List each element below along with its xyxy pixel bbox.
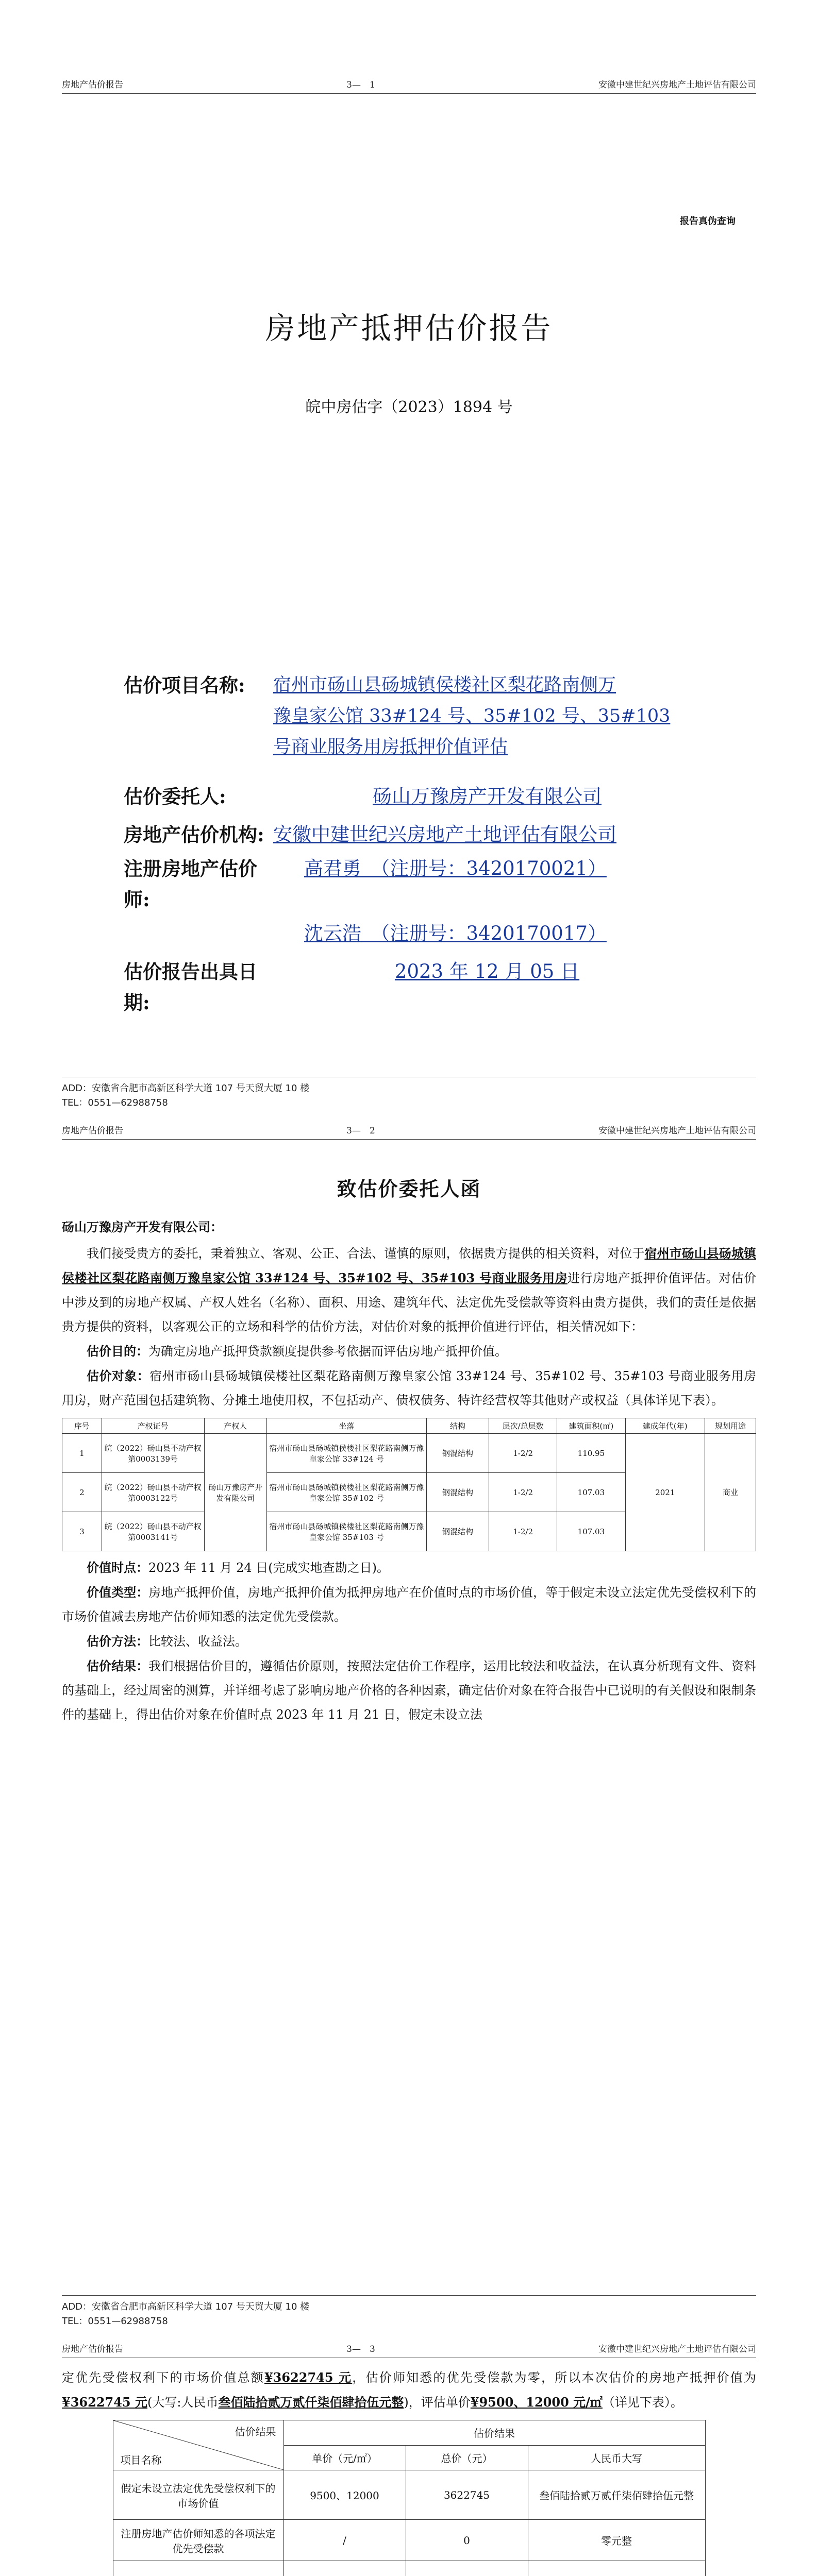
col-header: 建成年代(年) [625,1418,705,1434]
cell-rmb [528,2561,705,2576]
cell-name: 假定未设立法定优先受偿权利下的市场价值 [113,2470,283,2520]
page-header [62,77,756,94]
letter-page-continued [62,2342,756,2576]
page-footer-1 [62,1077,756,1110]
result-continued-g: )，评估单价 [404,2395,471,2410]
report-number: 皖中房估字（2023）1894 号 [305,398,513,416]
object-paragraph [62,1364,756,1413]
cell-unit [283,2561,406,2576]
cell-cert: 皖（2022）砀山县不动产权第0003141号 [102,1512,204,1551]
method-paragraph [62,1629,756,1654]
cell-no: 1 [62,1434,102,1473]
col-header: 产权证号 [102,1418,204,1434]
result-table [113,2420,706,2576]
purpose-text: 为确定房地产抵押贷款额度提供参考依据而评估房地产抵押价值。 [148,1344,507,1359]
cell-floor: 1-2/2 [489,1473,557,1512]
cell-total [406,2561,528,2576]
table-row [113,2520,705,2561]
cell-name [113,2561,283,2576]
footer-tel: TEL：0551—62988758 [62,1097,168,1108]
corner-bottom-label: 项目名称 [120,2454,162,2466]
result-paragraph [62,1654,756,1727]
intro-a: 我们接受贵方的委托，秉着独立、客观、公正、合法、谨慎的原则，依据贵方提供的相关资料，对位于 [87,1246,645,1261]
cover-info [124,670,722,1018]
result-continued-c: ，估价师知悉的优先受偿款为零，所以本次估价的房地产抵押价值为 [352,2370,756,2385]
cell-rmb: 叁佰陆拾贰万贰仟柒佰肆拾伍元整 [528,2470,705,2520]
project-line-3: 号商业服务用房抵押价值评估 [273,737,508,757]
col-header: 序号 [62,1418,102,1434]
client-label: 估价委托人: [124,785,226,808]
unit-price: ¥9500、12000 元/㎡ [470,2395,603,2410]
cell-floor: 1-2/2 [489,1512,557,1551]
result-label: 估价结果： [87,1658,149,1673]
cell-cert: 皖（2022）砀山县不动产权第0003122号 [102,1473,204,1512]
appraiser-label: 注册房地产估价师: [124,857,257,911]
value-in-words: 叁佰陆拾贰万贰仟柒佰肆拾伍元整 [218,2395,404,2410]
value-type-paragraph [62,1580,756,1629]
cell-total: 3622745 [406,2470,528,2520]
header-page-number: 3— 1 [346,80,375,90]
cell-location: 宿州市砀山县砀城镇侯楼社区梨花路南侧万豫皇家公馆 35#103 号 [266,1512,426,1551]
project-label: 估价项目名称: [124,674,245,697]
cell-floor: 1-2/2 [489,1434,557,1473]
org-label: 房地产估价机构: [124,823,264,846]
col-header: 结构 [426,1418,489,1434]
cell-structure: 钢混结构 [426,1512,489,1551]
date-value: 2023 年 12 月 05 日 [394,960,580,982]
project-line-2: 豫皇家公馆 33#124 号、35#102 号、35#103 [273,706,671,726]
page-header [62,1123,756,1140]
col-header: 单价（元/㎡） [283,2445,406,2470]
result-continued-a: 定优先受偿权利下的市场价值总额 [62,2370,264,2385]
salutation: 砀山万豫房产开发有限公司： [62,1219,223,1234]
value-type-text: 房地产抵押价值，房地产抵押价值为抵押房地产在价值时点的市场价值，等于假定未设立法定优先受偿权利下的市场价值减去房地产估价师知悉的法定优先受偿款。 [62,1585,757,1624]
cell-structure: 钢混结构 [426,1434,489,1473]
result-continued [62,2365,756,2415]
cell-area: 110.95 [557,1434,625,1473]
cell-total: 0 [406,2520,528,2561]
object-label: 估价对象： [87,1368,150,1383]
appraiser-1: 高君勇 （注册号：3420170021） [304,857,607,879]
cell-area: 107.03 [557,1473,625,1512]
col-header: 规划用途 [705,1418,756,1434]
property-table [62,1418,756,1551]
col-header: 产权人 [204,1418,266,1434]
header-right: 安徽中建世纪兴房地产土地评估有限公司 [598,80,756,90]
cell-unit: 9500、12000 [283,2470,406,2520]
value-date-text: 2023 年 11 月 24 日(完成实地查勘之日)。 [148,1561,390,1575]
report-title: 房地产抵押估价报告 [265,311,553,346]
date-label: 估价报告出具日期: [124,960,257,1014]
purpose-paragraph [62,1339,756,1364]
cell-rmb: 零元整 [528,2520,705,2561]
table-row [113,2470,705,2520]
header-page-number: 3— 2 [346,1126,375,1136]
project-line-1: 宿州市砀山县砀城镇侯楼社区梨花路南侧万 [273,675,616,696]
table-row [62,1434,756,1473]
appraiser-2: 沈云浩 （注册号：3420170017） [304,922,607,944]
cell-unit: / [283,2520,406,2561]
intro-paragraph [62,1241,756,1339]
footer-tel: TEL：0551—62988758 [62,2316,168,2327]
header-left: 房地产估价报告 [62,1126,123,1136]
cell-no: 3 [62,1512,102,1551]
cell-year: 2021 [625,1434,705,1551]
client-value: 砀山万豫房产开发有限公司 [373,785,602,807]
org-value: 安徽中建世纪兴房地产土地评估有限公司 [273,823,616,845]
market-value: ¥3622745 元 [264,2370,353,2385]
col-header: 建筑面积(㎡) [557,1418,625,1434]
header-right: 安徽中建世纪兴房地产土地评估有限公司 [598,2344,756,2354]
cell-no: 2 [62,1473,102,1512]
header-left: 房地产估价报告 [62,80,123,90]
intro-c: 进行房地产抵押价值评估。对估价中涉及到的房地产权属、产权人姓名（名称）、面积、用途、建筑年代、法定优先受偿款等资料由贵方提供，我们的责任是依据贵方提供的资料，以客观公正的立场和科学的估价方法，对估价对象的抵押价值进行评估，相关情况如下： [62,1271,756,1334]
letter-page [62,1123,756,1727]
group-header: 估价结果 [283,2420,705,2446]
cell-cert: 皖（2022）砀山县不动产权第0003139号 [102,1434,204,1473]
mortgage-value: ¥3622745 元 [62,2395,147,2410]
cell-location: 宿州市砀山县砀城镇侯楼社区梨花路南侧万豫皇家公馆 35#102 号 [266,1473,426,1512]
intro-address: 宿州市砀山县砀城镇侯楼社区梨花路南侧万豫皇家公馆 33#124 号、35#102 号、35#103 号商业服务用房 [62,1246,756,1285]
header-left: 房地产估价报告 [62,2344,123,2354]
method-label: 估价方法： [87,1634,148,1649]
cell-area: 107.03 [557,1512,625,1551]
corner-cell [113,2420,283,2470]
footer-address: ADD：安徽省合肥市高新区科学大道 107 号天贸大厦 10 楼 [62,1083,310,1094]
result-text: 我们根据估价目的，遵循估价原则，按照法定估价工作程序，运用比较法和收益法，在认真分析现有文件、资料的基础上，经过周密的测算，并详细考虑了影响房地产价格的各种因素，确定估价对象在符合报告中已说明的有关假设和限制条件的基础上，得出估价对象在价值时点 2023 年 11 月 21 日，假定未设立法 [62,1659,757,1722]
cell-owner: 砀山万豫房产开发有限公司 [204,1434,266,1551]
letter-title: 致估价委托人函 [337,1177,481,1200]
table-row [113,2561,705,2576]
cell-use: 商业 [705,1434,756,1551]
header-page-number: 3— 3 [346,2344,375,2354]
cell-structure: 钢混结构 [426,1473,489,1512]
page-header [62,2342,756,2358]
method-text: 比较法、收益法。 [148,1634,247,1649]
footer-address: ADD：安徽省合肥市高新区科学大道 107 号天贸大厦 10 楼 [62,2301,310,2312]
col-header: 层次/总层数 [489,1418,557,1434]
col-header: 总价（元） [406,2445,528,2470]
purpose-label: 估价目的： [87,1344,148,1359]
value-type-label: 价值类型： [87,1585,149,1600]
cell-location: 宿州市砀山县砀城镇侯楼社区梨花路南侧万豫皇家公馆 33#124 号 [266,1434,426,1473]
cover-page [62,77,756,94]
value-date-label: 价值时点： [87,1560,148,1575]
result-continued-i: （详见下表）。 [602,2395,683,2410]
col-header: 人民币大写 [528,2445,705,2470]
corner-top-label: 估价结果 [235,2426,276,2438]
cell-name: 注册房地产估价师知悉的各项法定优先受偿款 [113,2520,283,2561]
header-right: 安徽中建世纪兴房地产土地评估有限公司 [598,1126,756,1136]
page-footer-2 [62,2295,756,2329]
value-date-paragraph [62,1555,756,1580]
col-header: 坐落 [266,1418,426,1434]
result-continued-e: (大写:人民币 [147,2395,219,2410]
object-text: 宿州市砀山县砀城镇侯楼社区梨花路南侧万豫皇家公馆 33#124 号、35#102 号、35#103 号商业服务用房用房，财产范围包括建筑物、分摊土地使用权，不包括动产、债权债务、特许经营权等其他财产或权益（具体详见下表）。 [62,1369,757,1408]
verify-note[interactable]: 报告真伪查询 [680,216,736,227]
